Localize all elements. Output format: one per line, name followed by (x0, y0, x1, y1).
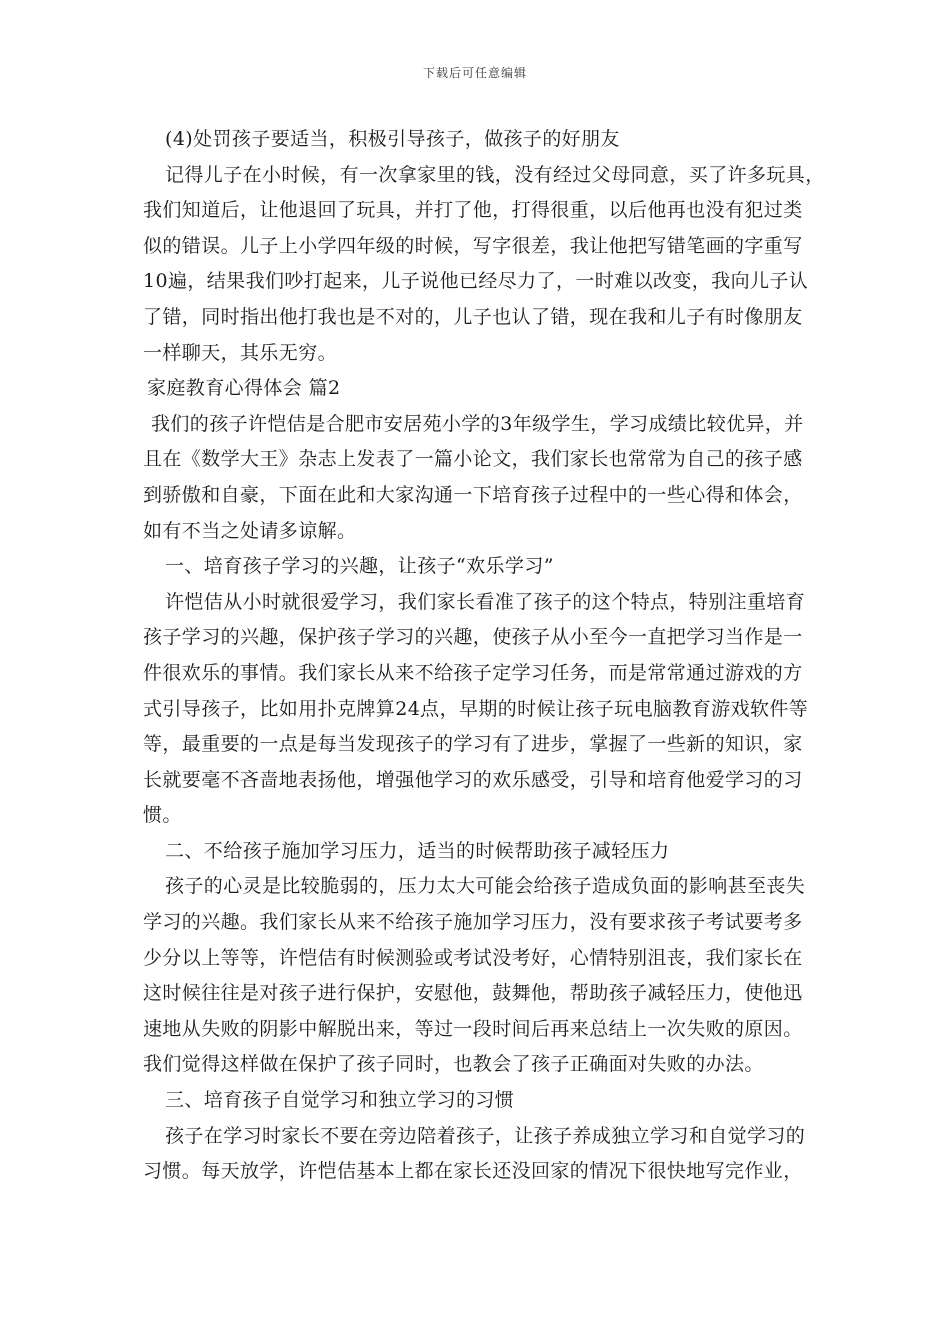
paragraph-line: 式引导孩子，比如用扑克牌算24点，早期的时候让孩子玩电脑教育游戏软件等 (143, 697, 809, 720)
paragraph-line: 记得儿子在小时候，有一次拿家里的钱，没有经过父母同意，买了许多玩具， (165, 163, 825, 186)
paragraph-line: 我们知道后，让他退回了玩具，并打了他，打得很重，以后他再也没有犯过类 (143, 199, 803, 222)
paragraph-line: 孩子在学习时家长不要在旁边陪着孩子，让孩子养成独立学习和自觉学习的 (165, 1124, 806, 1147)
paragraph-line: 且在《数学大王》杂志上发表了一篇小论文，我们家长也常常为自己的孩子感 (143, 448, 803, 471)
paragraph-line: 惯。 (143, 804, 182, 827)
paragraph-line: 这时候往往是对孩子进行保护，安慰他，鼓舞他，帮助孩子减轻压力，使他迅 (143, 982, 803, 1005)
paragraph-line: 我们的孩子许恺佶是合肥市安居苑小学的3年级学生，学习成绩比较优异，并 (151, 412, 804, 435)
subsection-heading: 三、培育孩子自觉学习和独立学习的习惯 (165, 1089, 515, 1112)
paragraph-line: 少分以上等等，许恺佶有时候测验或考试没考好，心情特别沮丧，我们家长在 (143, 946, 803, 969)
paragraph-line: 了错，同时指出他打我也是不对的，儿子也认了错，现在我和儿子有时像朋友 (143, 305, 803, 328)
paragraph-line: 孩子的心灵是比较脆弱的，压力太大可能会给孩子造成负面的影响甚至丧失 (165, 875, 806, 898)
paragraph-line: 速地从失败的阴影中解脱出来，等过一段时间后再来总结上一次失败的原因。 (143, 1017, 803, 1040)
paragraph-line: 许恺佶从小时就很爱学习，我们家长看准了孩子的这个特点，特别注重培育 (165, 590, 806, 613)
paragraph-line: 如有不当之处请多谅解。 (143, 519, 357, 542)
paragraph-line: 等，最重要的一点是每当发现孩子的学习有了进步，掌握了一些新的知识，家 (143, 733, 803, 756)
paragraph-line: 长就要毫不吝啬地表扬他，增强他学习的欢乐感受，引导和培育他爱学习的习 (143, 768, 803, 791)
paragraph-line: 件很欢乐的事情。我们家长从来不给孩子定学习任务，而是常常通过游戏的方 (143, 661, 803, 684)
page-header-note: 下载后可任意编辑 (422, 66, 527, 80)
paragraph-heading: (4)处罚孩子要适当，积极引导孩子，做孩子的好朋友 (165, 128, 620, 150)
document-body (143, 122, 825, 1190)
subsection-heading: 二、不给孩子施加学习压力，适当的时候帮助孩子减轻压力 (165, 839, 670, 862)
paragraph-line: 到骄傲和自豪，下面在此和大家沟通一下培育孩子过程中的一些心得和体会， (143, 483, 803, 506)
paragraph-line: 孩子学习的兴趣，保护孩子学习的兴趣，使孩子从小至今一直把学习当作是一 (143, 626, 803, 649)
section-title: 家庭教育心得体会 篇2 (147, 377, 341, 400)
paragraph-line: 我们觉得这样做在保护了孩子同时，也教会了孩子正确面对失败的办法。 (143, 1053, 764, 1076)
paragraph-line: 习惯。每天放学，许恺佶基本上都在家长还没回家的情况下很快地写完作业， (143, 1160, 803, 1183)
paragraph-line: 学习的兴趣。我们家长从来不给孩子施加学习压力，没有要求孩子考试要考多 (143, 911, 803, 934)
paragraph-line: 一样聊天，其乐无穷。 (143, 341, 338, 364)
subsection-heading: 一、培育孩子学习的兴趣，让孩子“欢乐学习” (165, 555, 554, 578)
paragraph-line: 10遍，结果我们吵打起来，儿子说他已经尽力了，一时难以改变，我向儿子认 (143, 270, 809, 293)
paragraph-line: 似的错误。儿子上小学四年级的时候，写字很差，我让他把写错笔画的字重写 (143, 234, 803, 257)
